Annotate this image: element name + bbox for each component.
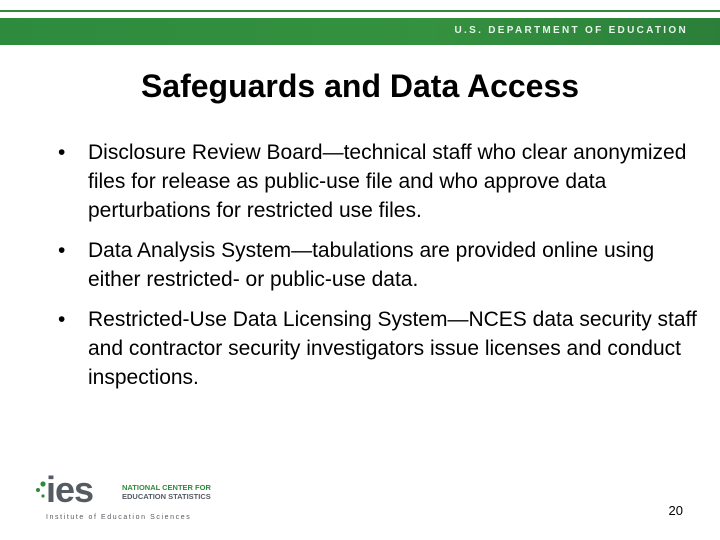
header-rule [0, 10, 720, 12]
bullet-marker: • [58, 308, 66, 331]
slide-title: Safeguards and Data Access [140, 68, 580, 104]
logo-nces-line1: NATIONAL CENTER FOR [122, 483, 211, 492]
bullet-item [58, 138, 698, 225]
bullet-marker: • [58, 141, 66, 164]
logo-nces-text [122, 483, 211, 501]
ies-logo [34, 469, 211, 525]
bullet-text: Data Analysis System—tabulations are provided online using either restricted- or public-use data. [88, 239, 655, 291]
logo-nces-line2: EDUCATION STATISTICS [122, 492, 211, 501]
department-label: U.S. DEPARTMENT OF EDUCATION [454, 25, 688, 36]
bullet-list [58, 138, 698, 403]
bullet-text: Restricted-Use Data Licensing System—NCES data security staff and contractor security investigators issue licenses and conduct inspections. [88, 308, 697, 389]
bullet-item [58, 236, 698, 294]
page-number: 20 [668, 503, 683, 518]
bullet-marker: • [58, 239, 66, 262]
logo-ies-mark: ies [46, 469, 94, 510]
bullet-text: Disclosure Review Board—technical staff who clear anonymized files for release as public-use file and who approve data perturbations for restricted use files. [88, 141, 687, 222]
logo-subtitle: Institute of Education Sciences [46, 514, 192, 521]
bullet-item [58, 305, 698, 392]
